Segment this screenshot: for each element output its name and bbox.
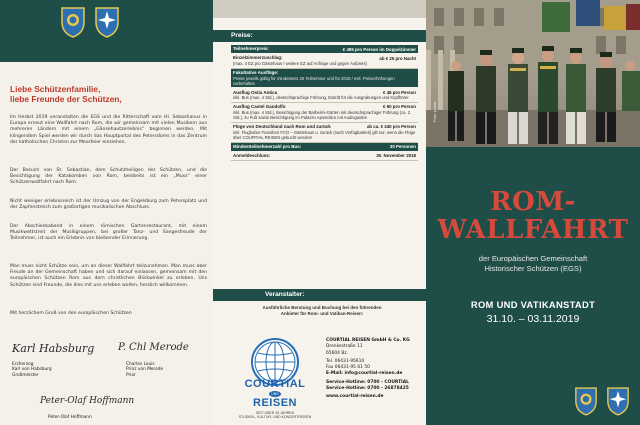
logo-tagline (233, 411, 317, 419)
prices-top-band (213, 0, 426, 18)
egs-crest-icon (574, 386, 598, 416)
price-row-value: 30. November 2018 (376, 153, 416, 159)
letter-paragraph: Man muss nicht Schütze sein, um an dieser Wallfahrt teilzunehmen. Man muss aber Freude an der Gemeinschaft haben und sich darauf einlassen, gemeinsam mit den europäischen Schützen Rom aus dem christlichen Blickwinkel zu erleben. Uns Schützen sind Freunde, die dies mit uns erleben wollen, herzlich willkommen. (10, 264, 207, 288)
price-row-einzelzimmer (231, 54, 418, 68)
price-row-ostia (231, 88, 418, 102)
price-row-value: 30 Personen (389, 144, 416, 149)
cover-subtitle (426, 254, 640, 274)
cover-panel (426, 0, 640, 425)
prices-panel (213, 0, 426, 425)
price-row-value: € 495 pro Person im Doppelzimmer (342, 46, 416, 52)
signature-scribble-merode: P. Chl Merode (118, 342, 189, 353)
price-row-desc: inkl. Bus (max. 4 Std.), Besichtigung der Barberini-Gärten mit deutschsprachiger Führung (ca. 2 Std.), zu Fuß sowie Besichtigung im Palazzo Apostolico mit Audioguides (233, 109, 411, 121)
signatory-habsburg (12, 362, 52, 378)
price-row-value: € 46 pro Person (383, 89, 416, 95)
cover-title-line-2: WALLFAHRT (437, 215, 629, 245)
signatory-role: Prior (126, 372, 136, 378)
contact-company: COURTIAL REISEN GmbH & Co. KG (326, 338, 410, 343)
price-row-desc: (max. 4 EZ pro Gästehaus / weitere EZ auf Anfrage und gegen Aufpreis) (233, 61, 367, 67)
price-row-castel-gandolfo (231, 103, 418, 123)
cover-city: ROM UND VATIKANSTADT (470, 299, 596, 310)
cover-photo-procession (426, 0, 640, 147)
sebastianus-crest-icon (94, 6, 120, 38)
price-row-desc: inkl. Flughafen-Transfers FCO – Gästehaus u. zurück (nach Verfügbarkeit) gilt nur, wenn die Flüge über COURTIAL REISEN gebucht werden! (233, 129, 416, 140)
contact-hotline-1: Service-Hotline: 0700 - COURTIAL (326, 379, 409, 385)
price-row-fluege (231, 123, 418, 143)
price-row-anmeldeschluss (231, 152, 418, 161)
price-row-value: ab ca. € 340 pro Person (366, 124, 416, 130)
cover-title-line-1: ROM- (490, 187, 576, 217)
logo-name-courtial: COURTIAL (244, 378, 306, 390)
contact-fax: Fax 06431-95 61 50 (326, 365, 370, 371)
signatory-title: Charles Louis (126, 362, 155, 367)
signature-scribble-habsburg: Karl Habsburg (12, 342, 95, 355)
price-row-teilnehmerpreis (231, 45, 418, 54)
signatory-name: Prinz von Merode (126, 367, 164, 373)
contact-tel: Tel. 06431-95610 (326, 358, 365, 364)
egs-crest-icon (60, 6, 86, 38)
price-row-mindestteilnehmer (231, 143, 418, 152)
letter-paragraph: Der Besuch von St. Sebastian, dem Schutzheiligen der Schützen, und die Besichtigung der Katakomben von Rom, beidseits ist ein „Muss“ einer Schützenwallfahrt nach Rom. (10, 168, 207, 186)
contact-email[interactable]: E-Mail: info@courtial-reisen.de (326, 371, 403, 377)
contact-street: Drenkestraße 11 (326, 344, 363, 350)
contact-city: 65604 Bz. (326, 350, 349, 356)
greeting-line-1: Liebe Schützenfamilie, (10, 84, 101, 94)
photo-credit: Foto: privat (432, 101, 437, 122)
cover-date: 31.10. – 03.11.2019 (486, 313, 580, 325)
price-row-label: Mindestteilnehmerzahl pro Bus: (233, 143, 302, 149)
signatory-role: Großmeister (12, 372, 39, 378)
signatory-name: Karl von Habsburg (12, 367, 52, 373)
letter-paragraph: Im Herbst 2019 veranstalten die EGS und die Ritterschaft vom Hl. Sebastianus in Europa erneut eine Wallfahrt nach Rom, die wir gemeinsam mit vielen Musikern aus mehreren Ländern mit einem „Gänsehautzerlebnis“ beginnen werden. Mit klingendem Spiel werden wir durch das Hauptportal des Petersdoms in das Zentrum der katholischen Christen zur Messfeier einziehen. (10, 115, 207, 145)
letter-panel (0, 0, 213, 425)
price-row-label: Fakultative Ausflüge: (233, 69, 279, 75)
signature-scribble-hoffmann: Peter-Olaf Hoffmann (40, 396, 135, 406)
price-row-ausfluege (231, 69, 418, 89)
signatory-title: Erzherzog (12, 362, 34, 367)
organizer-header: Veranstalter: (213, 289, 426, 301)
logo-und: UND (269, 391, 281, 397)
signatory-merode (126, 362, 163, 378)
cover-subtitle-line-2: Historischer Schützen (EGS) (484, 264, 582, 273)
courtial-reisen-logo (233, 330, 317, 422)
sebastianus-crest-icon (606, 386, 630, 416)
organizer-contact (326, 338, 422, 401)
letter-paragraph: Der Abschiedsabend in einem römischen Gartenrestaurant, mit einem Musikwettstreit der Musikgruppen, bei großer Tanz- und Sangesfreude der Teilnehmer, ist auch ein Erlebnis von bleibender Erinnerung. (10, 224, 207, 242)
price-row-value: ab € 25 pro Nacht (379, 55, 416, 61)
price-row-label: Ausflug Ostia Antica (233, 89, 278, 95)
signatory-hoffmann: Peter-Olaf Hoffmann (48, 415, 92, 420)
letter-closing: Mit herzlichem Gruß von den europäischen Schützen (10, 311, 132, 316)
price-row-label: Teilnehmerpreis: (233, 46, 269, 52)
price-row-label: Anmeldeschluss: (233, 152, 271, 158)
price-row-label: Flüge von Deutschland nach Rom und zurück (233, 124, 331, 130)
cover-subtitle-line-1: der Europäischen Gemeinschaft (478, 254, 588, 263)
contact-website[interactable]: www.courtial-reisen.de (326, 394, 384, 400)
letter-greeting (10, 84, 206, 104)
price-table (231, 45, 418, 161)
organizer-intro: Ausführliche Beratung und Buchung bei den führenden Anbieter für Rom- und Vatikan-Reisen: (262, 305, 382, 316)
price-row-desc: Preise jeweils gültig für mindestens 25 Teilnehmer und für 2018 / evtl. Preiserhöhungen vorbehalten (233, 75, 395, 86)
price-row-label: Ausflug Castel Gandolfo (233, 104, 286, 110)
logo-tagline-1: SEIT ÜBER 45 JAHREN (255, 411, 295, 415)
letter-top-band (0, 0, 213, 62)
prices-header: Preise: (213, 30, 426, 42)
price-row-label: Einzelzimmerzuschlag: (233, 55, 283, 61)
price-row-value: € 60 pro Person (383, 104, 416, 110)
cover-title (426, 188, 640, 244)
logo-tagline-2: STUDIEN-, KULTUR- UND KONZERTREISEN (238, 415, 312, 420)
letter-paragraph: Nicht weniger erlebnisreich ist der Umzug von der Engelsburg zum Petersplatz und der Zapfenstreich zum großartigen musikalischen Abschluss. (10, 199, 207, 211)
price-row-desc: inkl. Bus (max. 4 Std.), deutschsprachige Führung, Eintritt für die Ausgrabungen und Kopfhörer (233, 95, 409, 101)
greeting-line-2: liebe Freunde der Schützen, (10, 94, 122, 104)
logo-name-reisen: REISEN (253, 397, 297, 409)
contact-hotline-2: Service-Hotline: 0700 - 26878425 (326, 386, 409, 392)
